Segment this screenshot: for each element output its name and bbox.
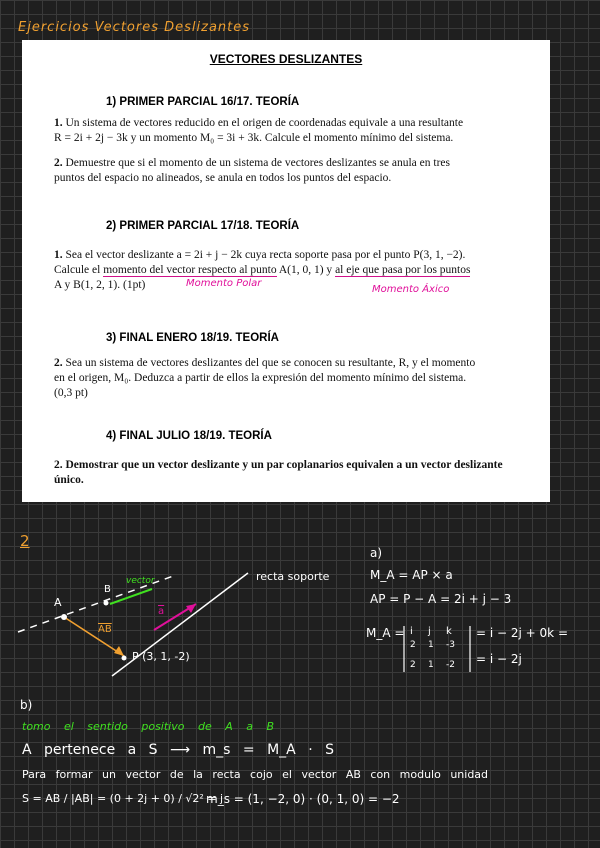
b-explanation-line: Para formar un vector de la recta cojo el vector AB con modulo unidad xyxy=(22,768,489,781)
q-text: Un sistema de vectores reducido en el origen de coordenadas equivale a una resultante xyxy=(65,117,464,129)
det-cell: 2 xyxy=(410,660,416,670)
label-point-p: P (3, 1, -2) xyxy=(132,650,190,663)
section-1-heading: 1) PRIMER PARCIAL 16/17. TEORÍA xyxy=(106,96,300,108)
exercise-number: 2 xyxy=(20,532,30,550)
det-cell: 1 xyxy=(428,640,434,650)
section-4-heading: 4) FINAL JULIO 18/19. TEORÍA xyxy=(106,430,272,442)
q-number: 2. xyxy=(54,357,63,369)
page-header-title: Ejercicios Vectores Deslizantes xyxy=(18,20,251,35)
point-a-dot xyxy=(61,614,67,620)
det-cell: i xyxy=(410,626,413,637)
ms-calc: m_s = (1, −2, 0) · (0, 1, 0) = −2 xyxy=(206,792,400,806)
underline-moment-point: momento del vector respecto al punto xyxy=(103,264,277,276)
q-number: 1. xyxy=(54,249,63,261)
annotation-momento-axico: Momento Áxico xyxy=(372,284,450,295)
label-vector: vector xyxy=(126,576,155,586)
det-result-2: = i − 2j xyxy=(476,652,522,666)
part-a-label: a) xyxy=(370,546,383,560)
det-lhs: M_A = xyxy=(366,626,405,640)
ap-calculation: AP = P − A = 2i + j − 3 xyxy=(370,592,512,606)
det-cell: -2 xyxy=(446,660,455,670)
q-text: A(1, 0, 1) y xyxy=(276,264,336,276)
part-b-label: b) xyxy=(20,698,33,712)
det-cell: 2 xyxy=(410,640,416,650)
q-text: Sea un sistema de vectores deslizantes del que se conocen su resultante, R, y el momento xyxy=(65,357,476,369)
doc-title: VECTORES DESLIZANTES xyxy=(209,52,363,66)
q-number: 2. xyxy=(54,459,63,471)
b-direction-note: tomo el sentido positivo de A a B xyxy=(22,720,275,733)
label-recta-soporte: recta soporte xyxy=(256,570,330,583)
ap-arrowhead xyxy=(114,646,124,656)
label-point-a: A xyxy=(54,596,62,609)
q-text: (0,3 pt) xyxy=(54,387,88,399)
underline-axis: al eje que pasa por los puntos xyxy=(335,264,471,276)
det-cell: 1 xyxy=(428,660,434,670)
q-text: único. xyxy=(54,474,84,486)
section-2-heading: 2) PRIMER PARCIAL 17/18. TEORÍA xyxy=(106,220,300,232)
det-cell: j xyxy=(428,626,431,637)
q-text: Sea el vector deslizante a = 2i + j − 2k cuya recta soporte pasa por el punto P(3, 1, −2). xyxy=(65,249,466,261)
section-3-heading: 3) FINAL ENERO 18/19. TEORÍA xyxy=(106,332,279,344)
det-row-3 xyxy=(410,660,464,670)
b-membership-line: A pertenece a S ⟶ m_s = M_A · S xyxy=(22,742,334,758)
point-p-dot xyxy=(122,656,127,661)
det-row-2 xyxy=(410,640,464,650)
det-result-1: = i − 2j + 0k = xyxy=(476,626,568,640)
q-text: Demostrar que un vector deslizante y un par coplanarios equivalen a un vector deslizante xyxy=(65,459,503,471)
unit-vector-calc: S = AB / |AB| = (0 + 2j + 0) / √2² = j xyxy=(22,792,224,805)
label-a-vector: $\overline{a}$ xyxy=(158,606,165,617)
label-point-b: B xyxy=(104,584,111,595)
q-text: puntos del espacio no alineados, se anula en todos los puntos del espacio. xyxy=(54,172,392,184)
det-cell: k xyxy=(446,626,452,637)
ap-vector-line xyxy=(64,617,124,656)
annotation-momento-polar: Momento Polar xyxy=(186,278,262,289)
q-number: 2. xyxy=(54,157,63,169)
q-text: Demuestre que si el momento de un sistema de vectores deslizantes se anula en tres xyxy=(65,157,450,169)
q-number: 1. xyxy=(54,117,63,129)
label-ab: $\overline{AB}$ xyxy=(98,624,112,635)
q-text: en el origen, M₀. Deduzca a partir de ellos la expresión del momento mínimo del sistema. xyxy=(54,372,467,384)
q-text: A y B(1, 2, 1). (1pt) xyxy=(54,279,146,291)
point-b-dot xyxy=(104,601,109,606)
det-row-1 xyxy=(410,626,468,637)
det-cell: -3 xyxy=(446,640,455,650)
q-text: Calcule el xyxy=(54,264,104,276)
ma-definition: M_A = AP × a xyxy=(370,568,453,582)
q-text: R = 2i + 2j − 3k y un momento M₀ = 3i + 3k. Calcule el momento mínimo del sistema. xyxy=(54,132,454,144)
